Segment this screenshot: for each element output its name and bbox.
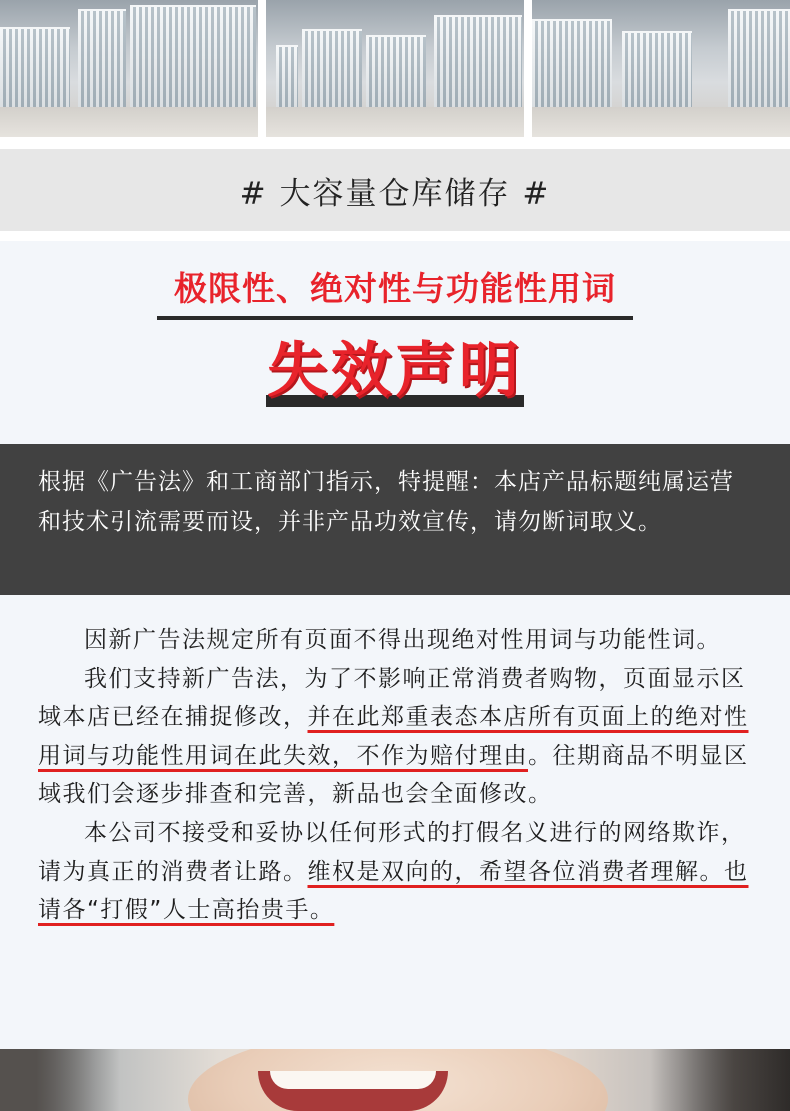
- paragraph-2-tail: 。往期商品不明显区域我们会逐步排查和完善，新品也会全面修改。: [38, 742, 749, 808]
- headline-underline: [157, 316, 633, 320]
- disclaimer-panel: [0, 241, 790, 1049]
- disclaimer-body: [38, 621, 754, 930]
- reminder-text: 根据《广告法》和工商部门指示，特提醒：本店产品标题纯属运营和技术引流需要而设，并非产品功效宣传，请勿断词取义。: [38, 469, 734, 535]
- headline-block: [0, 263, 790, 320]
- paragraph-2-text: 我们支持新广告法，为了不影响正常消费者购物，页面显示区域本店已经在捕捉修改，: [38, 665, 746, 731]
- warehouse-photo-1: [0, 0, 258, 137]
- big-title-block: [0, 336, 790, 407]
- paragraph-2: [38, 660, 754, 814]
- smile-photo: [0, 1049, 790, 1111]
- paragraph-3: [38, 814, 754, 930]
- paragraph-1: [38, 621, 754, 660]
- paragraph-1-text: 因新广告法规定所有页面不得出现绝对性用词与功能性词。: [84, 627, 721, 653]
- section-title: # 大容量仓库储存 #: [239, 175, 551, 212]
- warehouse-photo-3: [532, 0, 790, 137]
- paragraph-3-underlined: 维权是双向的，希望各位消费者理解。也请各“打假”人士高抬贵手。: [38, 858, 749, 924]
- paragraph-2-underlined: 并在此郑重表态本店所有页面上的绝对性用词与功能性用词在此失效，不作为赔付理由: [38, 704, 749, 769]
- paragraph-3-text: 本公司不接受和妥协以任何形式的打假名义进行的网络欺诈，请为真正的消费者让路。: [38, 819, 746, 885]
- reminder-box: [0, 444, 790, 595]
- section-header-band: [0, 149, 790, 231]
- big-title: 失效声明: [267, 336, 523, 406]
- warehouse-photo-strip: [0, 0, 790, 137]
- headline-text: 极限性、绝对性与功能性用词: [174, 269, 616, 308]
- warehouse-photo-2: [266, 0, 524, 137]
